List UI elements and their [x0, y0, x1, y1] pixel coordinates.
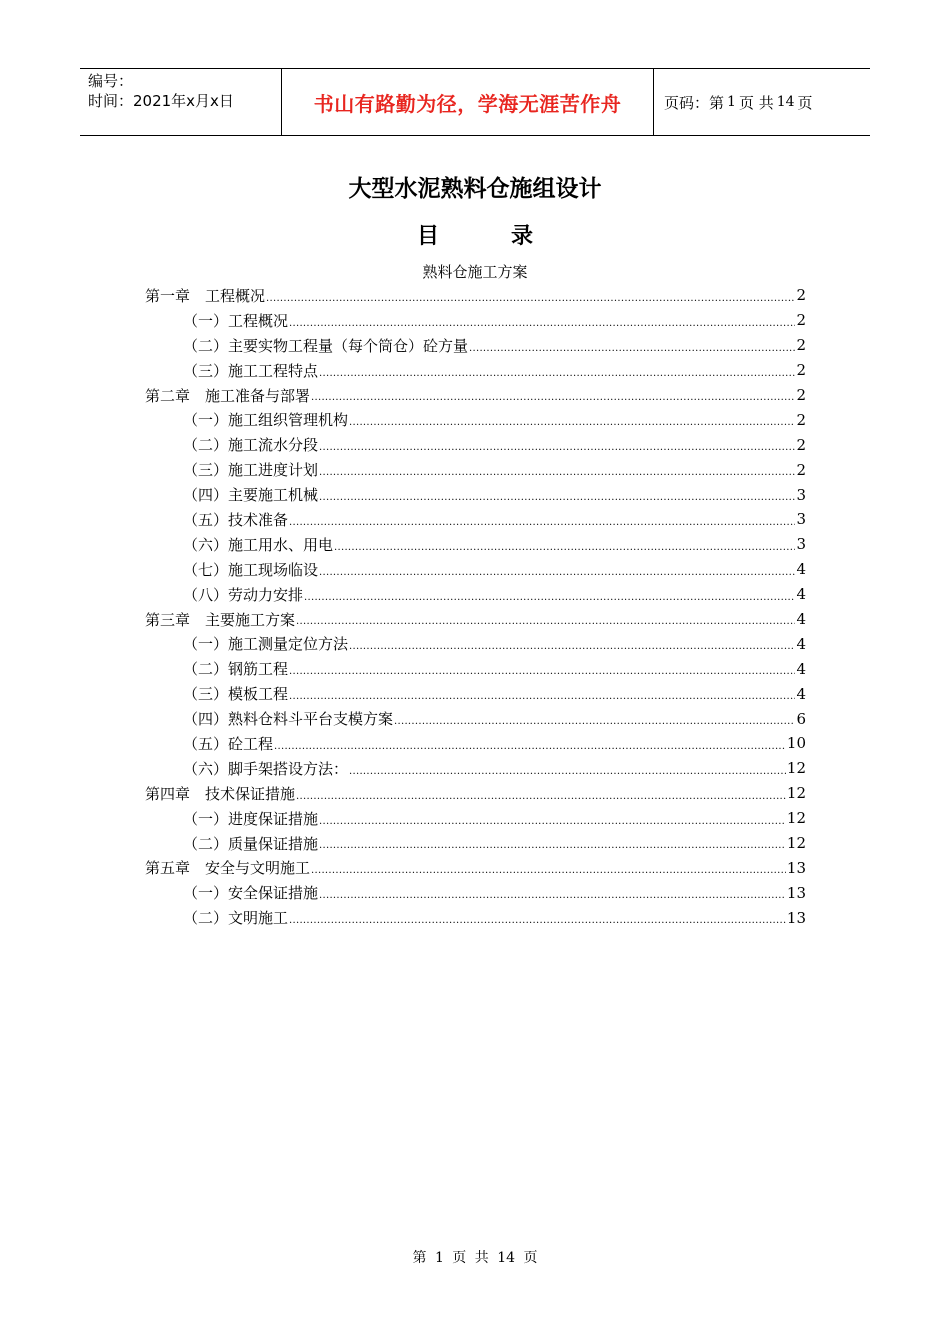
toc-dot-leader: [334, 532, 795, 557]
toc-dot-leader: [319, 831, 786, 856]
toc-entry-label: （五）技术准备: [183, 510, 289, 529]
toc-entry-page: 12: [786, 759, 806, 778]
page-middle: 页 共: [738, 93, 774, 112]
toc-entry-page: 4: [796, 560, 806, 579]
toc-entry-label: （六）施工用水、用电: [183, 535, 334, 554]
toc-entry-page: 10: [786, 734, 806, 753]
toc-dot-leader: [274, 731, 786, 756]
page-footer: 第 1 页 共 14 页: [412, 1250, 538, 1266]
toc-dot-leader: [469, 333, 795, 358]
toc-entry-label: （二）主要实物工程量（每个筒仓）砼方量: [183, 336, 469, 355]
time-label: 时间：2021年x月x日: [88, 92, 234, 110]
toc-entry-label: 第三章 主要施工方案: [145, 610, 296, 629]
toc-entry-page: 2: [796, 361, 806, 380]
toc-entry-page: 6: [796, 709, 806, 728]
toc-dot-leader: [394, 706, 795, 731]
toc-entry-label: （五）砼工程: [183, 734, 274, 753]
toc-dot-leader: [289, 656, 795, 681]
toc-dot-leader: [319, 880, 786, 905]
toc-dot-leader: [319, 806, 786, 831]
number-label: 编号：: [88, 72, 134, 90]
toc-heading-char1: 目: [416, 224, 439, 249]
toc-entry-page: 4: [796, 585, 806, 604]
toc-entry-page: 4: [796, 659, 806, 678]
toc-dot-leader: [349, 756, 786, 781]
toc-entry-page: 2: [796, 311, 806, 330]
toc-entry-page: 4: [796, 610, 806, 629]
toc-heading-char2: 录: [511, 224, 534, 249]
toc-section-entry[interactable]: [145, 582, 806, 607]
toc-entry-page: 2: [796, 460, 806, 479]
toc-section-entry[interactable]: [145, 457, 806, 482]
toc-section-entry[interactable]: [145, 507, 806, 532]
toc-entry-label: （三）施工工程特点: [183, 361, 319, 380]
toc-section-entry[interactable]: [145, 432, 806, 457]
toc-dot-leader: [319, 457, 795, 482]
toc-subtitle: 熟料仓施工方案: [422, 263, 528, 281]
toc-entry-label: （七）施工现场临设: [183, 560, 319, 579]
toc-section-entry[interactable]: [145, 656, 806, 681]
toc-entry-label: （三）模板工程: [183, 685, 289, 704]
toc-entry-label: 第二章 施工准备与部署: [145, 386, 311, 405]
toc-entry-label: （八）劳动力安排: [183, 585, 304, 604]
toc-dot-leader: [349, 631, 795, 656]
toc-entry-page: 13: [786, 883, 806, 902]
toc-dot-leader: [289, 905, 786, 930]
page-prefix: 页码：第: [664, 93, 725, 112]
toc-dot-leader: [266, 283, 795, 308]
toc-entry-page: 2: [796, 336, 806, 355]
toc-entry-label: （二）质量保证措施: [183, 834, 319, 853]
toc-section-entry[interactable]: [145, 333, 806, 358]
toc-section-entry[interactable]: [145, 631, 806, 656]
page-current: 1: [727, 94, 736, 110]
toc-entry-page: 2: [796, 286, 806, 305]
toc-entry-label: （二）文明施工: [183, 909, 289, 928]
header-meta-cell: [80, 69, 282, 135]
toc-entry-page: 3: [796, 535, 806, 554]
toc-entry-page: 2: [796, 410, 806, 429]
toc-section-entry[interactable]: [145, 308, 806, 333]
toc-section-entry[interactable]: [145, 557, 806, 582]
toc-dot-leader: [319, 557, 795, 582]
document-title: 大型水泥熟料仓施组设计: [348, 176, 602, 202]
toc-entry-label: 第五章 安全与文明施工: [145, 859, 311, 878]
toc-dot-leader: [319, 358, 795, 383]
toc-dot-leader: [296, 781, 786, 806]
toc-dot-leader: [289, 507, 795, 532]
toc-section-entry[interactable]: [145, 482, 806, 507]
toc-chapter-entry[interactable]: [145, 781, 806, 806]
toc-chapter-entry[interactable]: [145, 383, 806, 408]
toc-entry-label: （四）熟料仓料斗平台支模方案: [183, 710, 394, 729]
toc-entry-label: （二）施工流水分段: [183, 436, 319, 455]
toc-section-entry[interactable]: [145, 905, 806, 930]
toc-section-entry[interactable]: [145, 706, 806, 731]
toc-dot-leader: [304, 582, 795, 607]
toc-entry-page: 2: [796, 435, 806, 454]
toc-entry-page: 2: [796, 386, 806, 404]
toc-chapter-entry[interactable]: [145, 283, 806, 308]
toc-entry-page: 13: [786, 908, 806, 927]
toc-entry-label: （一）施工测量定位方法: [183, 635, 349, 654]
toc-entry-page: 12: [786, 834, 806, 853]
toc-section-entry[interactable]: [145, 532, 806, 557]
toc-heading: [0, 219, 950, 250]
toc-entry-page: 12: [786, 784, 806, 803]
toc-dot-leader: [289, 681, 795, 706]
header-page-cell: [654, 69, 870, 135]
toc-chapter-entry[interactable]: [145, 855, 806, 880]
toc-entry-label: （四）主要施工机械: [183, 486, 319, 505]
header-motto-cell: [282, 69, 654, 135]
toc-entry-page: 3: [796, 485, 806, 504]
toc-dot-leader: [319, 482, 795, 507]
toc-dot-leader: [289, 308, 795, 333]
toc-chapter-entry[interactable]: [145, 607, 806, 632]
toc-entry-page: 4: [796, 684, 806, 703]
motto-text: 书山有路勤为径，学海无涯苦作舟: [313, 91, 622, 116]
toc-entry-label: （六）脚手架搭设方法：: [183, 759, 349, 778]
toc-dot-leader: [296, 607, 795, 632]
toc-entry-page: 4: [796, 634, 806, 653]
toc-entry-label: 第四章 技术保证措施: [145, 784, 296, 803]
toc-dot-leader: [319, 432, 795, 457]
toc-entry-label: （一）工程概况: [183, 311, 289, 330]
toc-dot-leader: [311, 855, 786, 880]
toc-section-entry[interactable]: [145, 358, 806, 383]
toc-entry-label: （三）施工进度计划: [183, 461, 319, 480]
toc-entry-label: （一）施工组织管理机构: [183, 411, 349, 430]
document-header: [80, 68, 870, 136]
toc-entry-label: （一）进度保证措施: [183, 809, 319, 828]
toc-section-entry[interactable]: [145, 880, 806, 905]
toc-entry-page: 12: [786, 809, 806, 828]
toc-entry-page: 13: [786, 858, 806, 877]
toc-section-entry[interactable]: [145, 806, 806, 831]
toc-entry-page: 3: [796, 510, 806, 529]
toc-section-entry[interactable]: [145, 756, 806, 781]
toc-entry-label: （二）钢筋工程: [183, 660, 289, 679]
table-of-contents: [145, 283, 806, 930]
toc-dot-leader: [349, 407, 795, 432]
toc-entry-label: （一）安全保证措施: [183, 884, 319, 903]
toc-entry-label: 第一章 工程概况: [145, 286, 266, 305]
toc-dot-leader: [311, 383, 795, 408]
toc-section-entry[interactable]: [145, 731, 806, 756]
page-suffix: 页: [797, 93, 813, 112]
page-total: 14: [776, 94, 795, 110]
toc-section-entry[interactable]: [145, 681, 806, 706]
toc-section-entry[interactable]: [145, 407, 806, 432]
toc-section-entry[interactable]: [145, 831, 806, 856]
